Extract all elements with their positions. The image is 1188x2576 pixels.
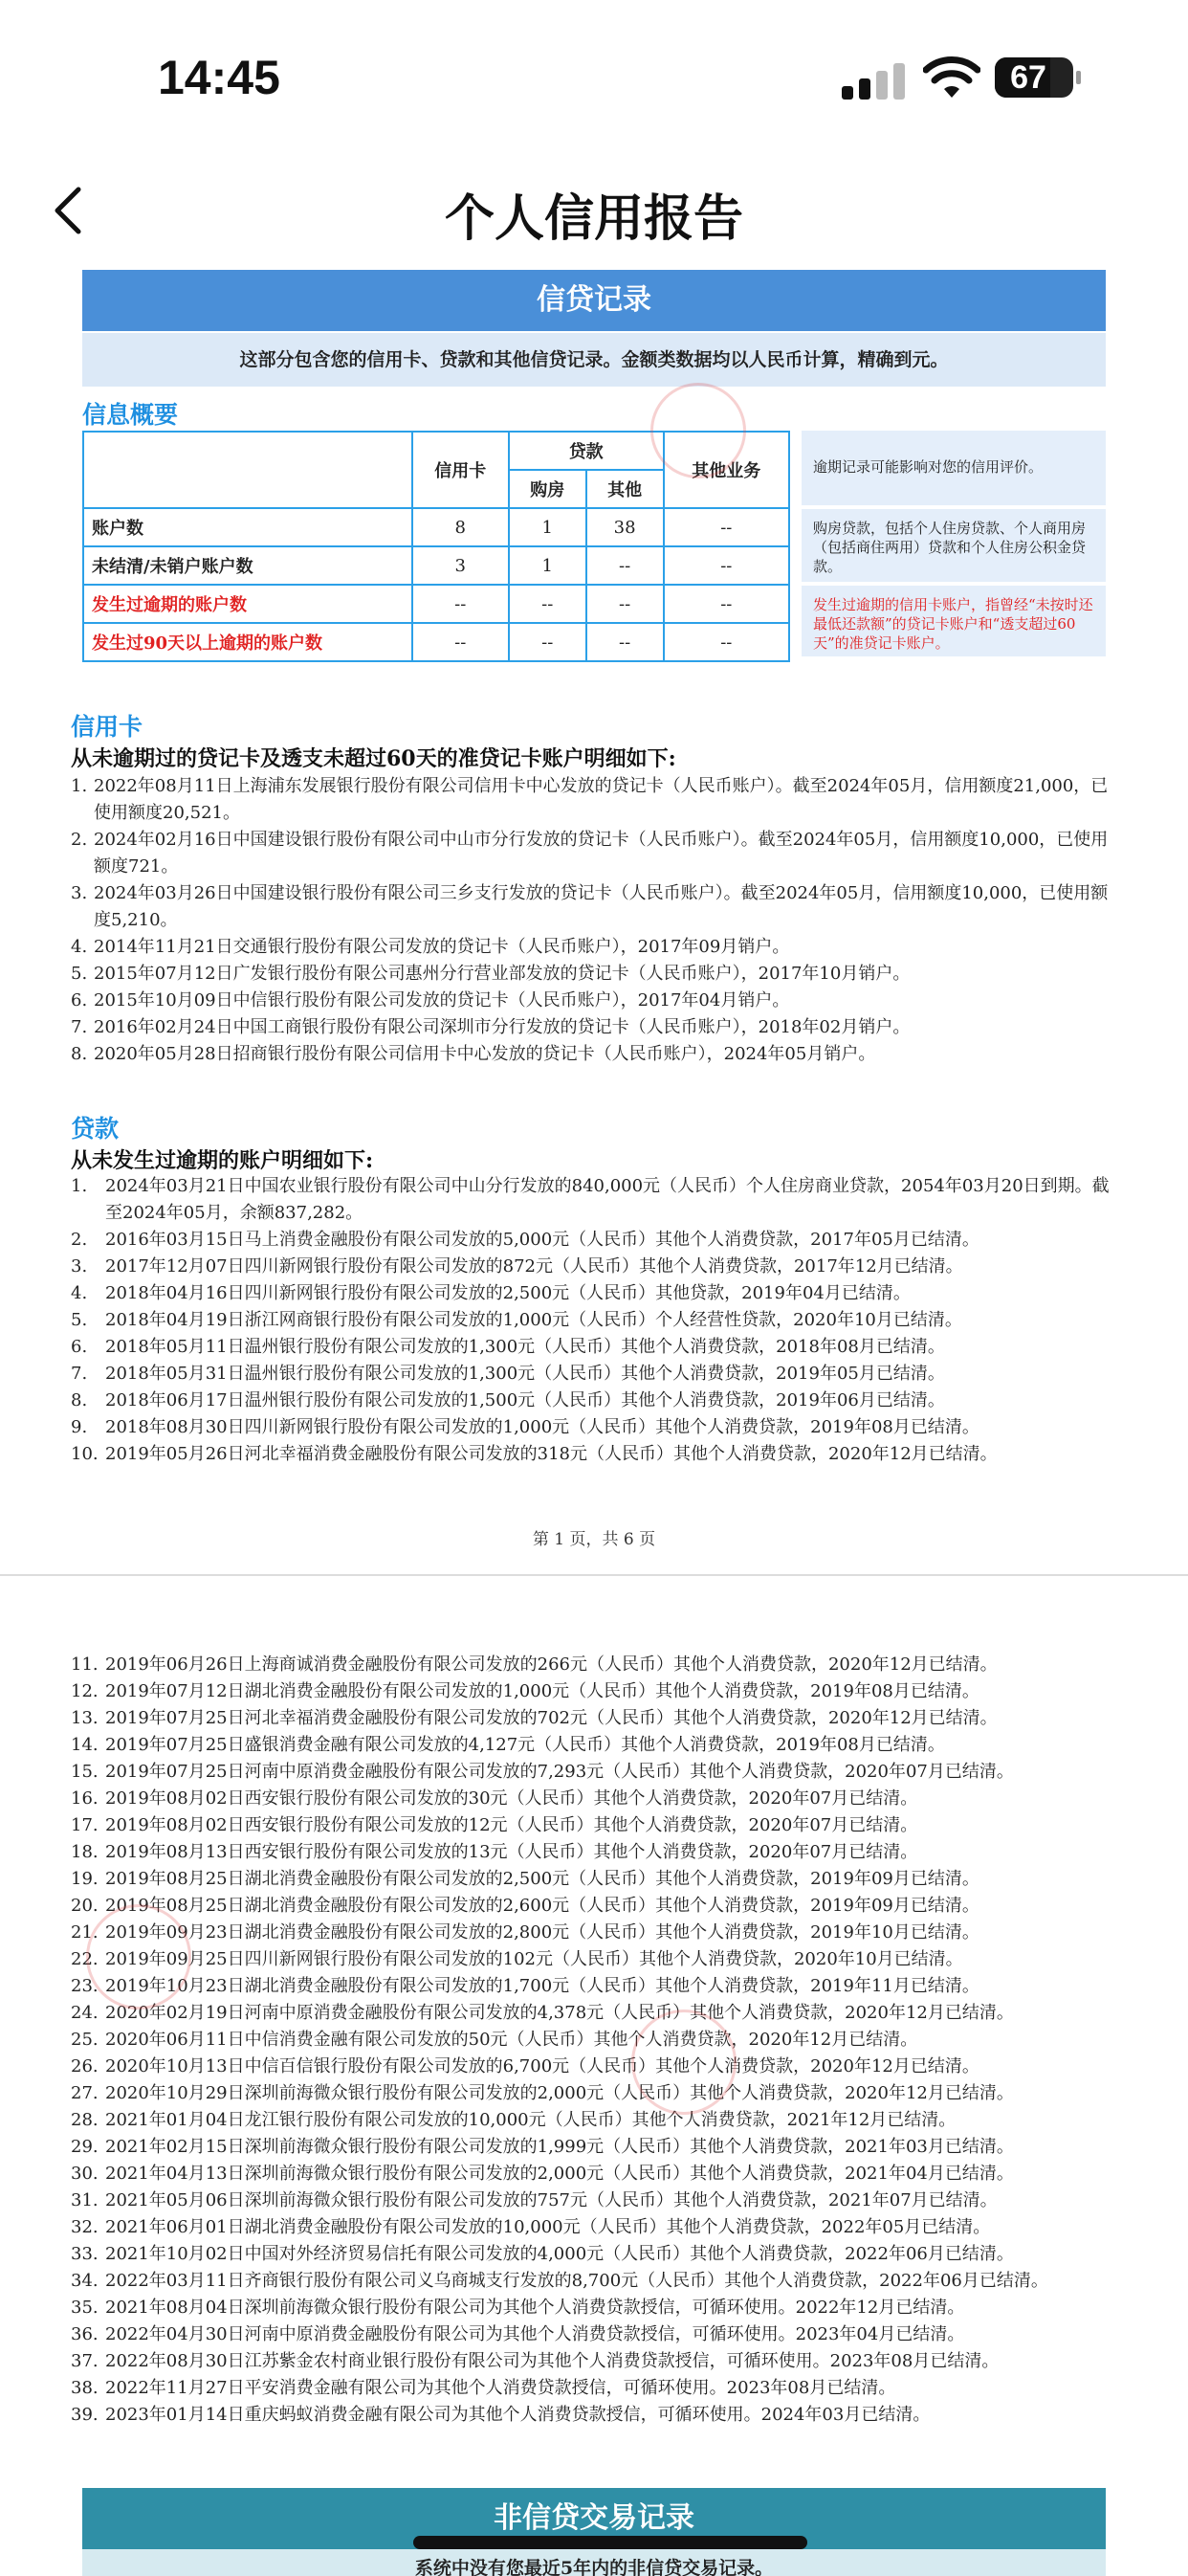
list-item-number: 14. (71, 1735, 99, 1755)
list-item (71, 1388, 1123, 1414)
list-item-number: 25. (71, 2030, 99, 2050)
list-item (71, 1812, 1123, 1839)
noncredit-banner: 非信贷交易记录 (82, 2488, 1106, 2549)
page-title: 个人信用报告 (444, 191, 743, 247)
list-item-text: 2021年01月04日龙江银行股份有限公司发放的10,000元（人民币）其他个人消费贷款，2021年12月已结清。 (105, 2110, 957, 2130)
noncredit-subtitle: 系统中没有您最近5年内的非信贷交易记录。 (82, 2549, 1106, 2576)
cellular-signal-icon (842, 63, 909, 100)
list-item (71, 1946, 1123, 1973)
list-item-number: 36. (71, 2324, 99, 2344)
battery-level: 67 (1010, 59, 1046, 96)
list-item (71, 1254, 1123, 1280)
row-label: 发生过90天以上逾期的账户数 (83, 623, 412, 661)
list-item (71, 1334, 1123, 1361)
list-item-text: 2024年03月21日中国农业银行股份有限公司中山分行发放的840,000元（人民币）个人住房商业贷款，2054年03月20日到期。截至2024年05月，余额837,282。 (105, 1176, 1110, 1223)
list-item-text: 2021年04月13日深圳前海微众银行股份有限公司发放的2,000元（人民币）其他个人消费贷款，2021年04月已结清。 (105, 2164, 1014, 2184)
list-item (71, 1786, 1123, 1812)
list-item (71, 1732, 1123, 1759)
list-item-number: 32. (71, 2217, 99, 2237)
loan-list-page1 (71, 1173, 1123, 1468)
list-item-text: 2019年08月02日西安银行股份有限公司发放的12元（人民币）其他个人消费贷款，2020年07月已结清。 (105, 1815, 918, 1835)
list-item-text: 2018年05月31日温州银行股份有限公司发放的1,300元（人民币）其他个人消费贷款，2019年05月已结清。 (105, 1364, 945, 1384)
list-item-number: 3. (71, 883, 88, 903)
credit-records-banner: 信贷记录 (82, 270, 1106, 331)
list-item-number: 2. (71, 830, 88, 850)
list-item (71, 2214, 1123, 2241)
list-item-text: 2017年12月07日四川新网银行股份有限公司发放的872元（人民币）其他个人消费贷款，2017年12月已结清。 (105, 1256, 963, 1277)
list-item (71, 1705, 1123, 1732)
list-item-text: 2019年07月25日河北幸福消费金融股份有限公司发放的702元（人民币）其他个人消费贷款，2020年12月已结清。 (105, 1708, 998, 1728)
list-item-number: 16. (71, 1788, 99, 1809)
battery-icon (995, 57, 1073, 98)
list-item (71, 1227, 1123, 1254)
list-item-number: 31. (71, 2190, 99, 2210)
credit-card-heading: 从未逾期过的贷记卡及透支未超过60天的准贷记卡账户明细如下: (71, 746, 676, 771)
list-item (71, 1014, 1123, 1041)
home-indicator (413, 2536, 807, 2549)
list-item-text: 2022年08月11日上海浦东发展银行股份有限公司信用卡中心发放的贷记卡（人民币账户）。截至2024年05月，信用额度21,000，已使用额度20,521。 (94, 776, 1109, 823)
list-item-text: 2019年07月12日湖北消费金融股份有限公司发放的1,000元（人民币）其他个人消费贷款，2019年08月已结清。 (105, 1681, 979, 1701)
page-footer: 第 1 页，共 6 页 (532, 1530, 656, 1549)
cell: -- (664, 623, 789, 661)
list-item-number: 8. (71, 1390, 88, 1410)
list-item-number: 1. (71, 1176, 88, 1196)
list-item-number: 9. (71, 1417, 88, 1437)
list-item-number: 7. (71, 1364, 88, 1384)
list-item-number: 24. (71, 2003, 99, 2023)
list-item-number: 4. (71, 937, 88, 957)
list-item (71, 1041, 1123, 1068)
list-item (71, 1441, 1123, 1468)
list-item-number: 10. (71, 1444, 99, 1464)
list-item-text: 2019年06月26日上海商诚消费金融股份有限公司发放的266元（人民币）其他个人消费贷款，2020年12月已结清。 (105, 1654, 998, 1675)
list-item-text: 2020年02月19日河南中原消费金融股份有限公司发放的4,378元（人民币）其他个人消费贷款，2020年12月已结清。 (105, 2003, 1014, 2023)
list-item-text: 2020年10月29日深圳前海微众银行股份有限公司发放的2,000元（人民币）其他个人消费贷款，2020年12月已结清。 (105, 2083, 1014, 2103)
list-item-number: 3. (71, 1256, 88, 1277)
list-item (71, 2268, 1123, 2295)
list-item (71, 2402, 1123, 2429)
list-item-text: 2018年04月19日浙江网商银行股份有限公司发放的1,000元（人民币）个人经营性贷款，2020年10月已结清。 (105, 1310, 962, 1330)
seal-stamp (86, 1904, 191, 2010)
list-item-number: 34. (71, 2271, 99, 2291)
col-loan: 贷款 (509, 432, 664, 470)
list-item-text: 2020年10月13日中信百信银行股份有限公司发放的6,700元（人民币）其他个人消费贷款，2020年12月已结清。 (105, 2056, 979, 2076)
list-item (71, 2375, 1123, 2402)
wifi-icon (923, 56, 980, 100)
cell: 8 (412, 508, 509, 546)
list-item (71, 961, 1123, 988)
list-item-number: 19. (71, 1869, 99, 1889)
table-row (83, 623, 789, 661)
list-item (71, 2134, 1123, 2161)
summary-title: 信息概要 (82, 401, 179, 429)
list-item (71, 1759, 1123, 1786)
list-item-number: 11. (71, 1654, 99, 1675)
list-item-text: 2022年08月30日江苏紫金农村商业银行股份有限公司为其他个人消费贷款授信，可循环使用。2023年08月已结清。 (105, 2351, 1000, 2371)
list-item-number: 2. (71, 1230, 88, 1250)
list-item-text: 2021年08月04日深圳前海微众银行股份有限公司为其他个人消费贷款授信，可循环使用。2022年12月已结清。 (105, 2298, 965, 2318)
list-item-text: 2019年09月25日四川新网银行股份有限公司发放的102元（人民币）其他个人消费贷款，2020年10月已结清。 (105, 1949, 963, 1969)
status-bar (0, 0, 1188, 153)
list-item (71, 1973, 1123, 2000)
cell: -- (664, 508, 789, 546)
list-item-number: 7. (71, 1017, 88, 1037)
cell: 1 (509, 546, 586, 585)
page-divider (0, 1574, 1188, 1576)
list-item-text: 2018年05月11日温州银行股份有限公司发放的1,300元（人民币）其他个人消费贷款，2018年08月已结清。 (105, 1337, 945, 1357)
list-item-text: 2021年05月06日深圳前海微众银行股份有限公司发放的757元（人民币）其他个人消费贷款，2021年07月已结清。 (105, 2190, 998, 2210)
list-item-number: 5. (71, 964, 88, 984)
list-item-number: 22. (71, 1949, 99, 1969)
list-item (71, 988, 1123, 1014)
col-housing: 购房 (509, 470, 586, 508)
list-item (71, 1307, 1123, 1334)
cell: -- (664, 546, 789, 585)
list-item-number: 35. (71, 2298, 99, 2318)
list-item (71, 1866, 1123, 1893)
list-item-text: 2019年09月23日湖北消费金融股份有限公司发放的2,800元（人民币）其他个人消费贷款，2019年10月已结清。 (105, 1922, 979, 1943)
cell: -- (412, 585, 509, 623)
cell: -- (586, 546, 664, 585)
table-row (83, 585, 789, 623)
status-time: 14:45 (158, 51, 280, 104)
list-item-text: 2019年07月25日河南中原消费金融股份有限公司发放的7,293元（人民币）其他个人消费贷款，2020年07月已结清。 (105, 1762, 1014, 1782)
list-item-text: 2018年06月17日温州银行股份有限公司发放的1,500元（人民币）其他个人消费贷款，2019年06月已结清。 (105, 1390, 945, 1410)
col-other: 其他 (586, 470, 664, 508)
credit-card-title: 信用卡 (71, 713, 143, 741)
cell: 3 (412, 546, 509, 585)
list-item (71, 2080, 1123, 2107)
list-item (71, 2027, 1123, 2054)
col-other-business: 其他业务 (664, 432, 789, 508)
cell: -- (509, 585, 586, 623)
list-item-number: 17. (71, 1815, 99, 1835)
list-item-text: 2024年02月16日中国建设银行股份有限公司中山市分行发放的贷记卡（人民币账户）。截至2024年05月，信用额度10,000，已使用额度721。 (94, 830, 1109, 877)
list-item (71, 1361, 1123, 1388)
credit-card-list (71, 773, 1123, 1068)
list-item-text: 2019年05月26日河北幸福消费金融股份有限公司发放的318元（人民币）其他个人消费贷款，2020年12月已结清。 (105, 1444, 998, 1464)
table-row (83, 546, 789, 585)
list-item (71, 1652, 1123, 1678)
list-item-number: 8. (71, 1044, 88, 1064)
seal-stamp (631, 2010, 737, 2115)
list-item (71, 2241, 1123, 2268)
note-housing: 购房贷款，包括个人住房贷款、个人商用房（包括商住两用）贷款和个人住房公积金贷款。 (802, 509, 1106, 582)
note-overdue-card: 发生过逾期的信用卡账户，指曾经“未按时还最低还款额”的贷记卡账户和“透支超过60天”的准贷记卡账户。 (802, 586, 1106, 656)
list-item-text: 2021年02月15日深圳前海微众银行股份有限公司发放的1,999元（人民币）其他个人消费贷款，2021年03月已结清。 (105, 2137, 1014, 2157)
list-item-number: 18. (71, 1842, 99, 1862)
list-item (71, 934, 1123, 961)
list-item-text: 2023年01月14日重庆蚂蚁消费金融有限公司为其他个人消费贷款授信，可循环使用。2024年03月已结清。 (105, 2405, 931, 2425)
table-row (83, 508, 789, 546)
credit-records-subtitle: 这部分包含您的信用卡、贷款和其他信贷记录。金额类数据均以人民币计算，精确到元。 (82, 333, 1106, 387)
list-item-text: 2019年08月02日西安银行股份有限公司发放的30元（人民币）其他个人消费贷款，2020年07月已结清。 (105, 1788, 918, 1809)
cell: -- (509, 623, 586, 661)
loan-title: 贷款 (71, 1115, 120, 1143)
list-item (71, 1920, 1123, 1946)
list-item-number: 27. (71, 2083, 99, 2103)
list-item-number: 26. (71, 2056, 99, 2076)
list-item-text: 2018年04月16日四川新网银行股份有限公司发放的2,500元（人民币）其他贷款，2019年04月已结清。 (105, 1283, 911, 1303)
list-item-number: 4. (71, 1283, 88, 1303)
list-item-number: 28. (71, 2110, 99, 2130)
list-item-number: 33. (71, 2244, 99, 2264)
list-item (71, 1280, 1123, 1307)
list-item-number: 39. (71, 2405, 99, 2425)
list-item-number: 29. (71, 2137, 99, 2157)
list-item-number: 38. (71, 2378, 99, 2398)
list-item (71, 1893, 1123, 1920)
list-item-text: 2021年10月02日中国对外经济贸易信托有限公司发放的4,000元（人民币）其他个人消费贷款，2022年06月已结清。 (105, 2244, 1014, 2264)
list-item (71, 2107, 1123, 2134)
list-item (71, 1678, 1123, 1705)
list-item-number: 30. (71, 2164, 99, 2184)
list-item-text: 2019年07月25日盛银消费金融有限公司发放的4,127元（人民币）其他个人消费贷款，2019年08月已结清。 (105, 1735, 945, 1755)
list-item (71, 773, 1123, 827)
list-item-number: 20. (71, 1896, 99, 1916)
row-label: 未结清/未销户账户数 (83, 546, 412, 585)
list-item (71, 2000, 1123, 2027)
list-item-number: 6. (71, 990, 88, 1010)
cell: -- (664, 585, 789, 623)
row-label: 账户数 (83, 508, 412, 546)
list-item-number: 15. (71, 1762, 99, 1782)
list-item-text: 2019年08月13日西安银行股份有限公司发放的13元（人民币）其他个人消费贷款，2020年07月已结清。 (105, 1842, 918, 1862)
list-item-text: 2022年03月11日齐商银行股份有限公司义乌商城支行发放的8,700元（人民币）其他个人消费贷款，2022年06月已结清。 (105, 2271, 1048, 2291)
list-item-text: 2022年04月30日河南中原消费金融股份有限公司为其他个人消费贷款授信，可循环使用。2023年04月已结清。 (105, 2324, 965, 2344)
list-item-text: 2020年06月11日中信消费金融有限公司发放的50元（人民币）其他个人消费贷款，2020年12月已结清。 (105, 2030, 918, 2050)
note-overdue: 逾期记录可能影响对您的信用评价。 (802, 431, 1106, 505)
list-item-number: 21. (71, 1922, 99, 1943)
list-item-text: 2016年03月15日马上消费金融股份有限公司发放的5,000元（人民币）其他个人消费贷款，2017年05月已结清。 (105, 1230, 979, 1250)
list-item-number: 1. (71, 776, 88, 796)
list-item (71, 2054, 1123, 2080)
list-item-number: 5. (71, 1310, 88, 1330)
list-item (71, 1414, 1123, 1441)
list-item-number: 13. (71, 1708, 99, 1728)
nav-bar (0, 172, 1188, 249)
list-item-text: 2024年03月26日中国建设银行股份有限公司三乡支行发放的贷记卡（人民币账户）。截至2024年05月，信用额度10,000，已使用额度5,210。 (94, 883, 1109, 930)
cell: -- (586, 585, 664, 623)
loan-list-page2 (71, 1652, 1123, 2429)
list-item-number: 23. (71, 1976, 99, 1996)
list-item (71, 880, 1123, 934)
seal-stamp (650, 383, 746, 478)
cell: -- (586, 623, 664, 661)
list-item (71, 2161, 1123, 2187)
cell: 1 (509, 508, 586, 546)
cell: -- (412, 623, 509, 661)
list-item-text: 2016年02月24日中国工商银行股份有限公司深圳市分行发放的贷记卡（人民币账户），2018年02月销户。 (94, 1017, 911, 1037)
list-item-text: 2015年07月12日广发银行股份有限公司惠州分行营业部发放的贷记卡（人民币账户），2017年10月销户。 (94, 964, 911, 984)
list-item (71, 2295, 1123, 2321)
list-item-text: 2021年06月01日湖北消费金融股份有限公司发放的10,000元（人民币）其他个人消费贷款，2022年05月已结清。 (105, 2217, 991, 2237)
row-label: 发生过逾期的账户数 (83, 585, 412, 623)
summary-corner (83, 432, 412, 508)
list-item (71, 2348, 1123, 2375)
list-item (71, 2187, 1123, 2214)
list-item-number: 6. (71, 1337, 88, 1357)
list-item-text: 2018年08月30日四川新网银行股份有限公司发放的1,000元（人民币）其他个人消费贷款，2019年08月已结清。 (105, 1417, 979, 1437)
list-item-text: 2015年10月09日中信银行股份有限公司发放的贷记卡（人民币账户），2017年04月销户。 (94, 990, 790, 1010)
list-item-number: 12. (71, 1681, 99, 1701)
list-item (71, 1173, 1123, 1227)
list-item (71, 1839, 1123, 1866)
list-item (71, 2321, 1123, 2348)
loan-heading: 从未发生过逾期的账户明细如下: (71, 1148, 374, 1173)
col-credit-card: 信用卡 (412, 432, 509, 508)
list-item-text: 2019年10月23日湖北消费金融股份有限公司发放的1,700元（人民币）其他个人消费贷款，2019年11月已结清。 (105, 1976, 979, 1996)
cell: 38 (586, 508, 664, 546)
list-item-text: 2014年11月21日交通银行股份有限公司发放的贷记卡（人民币账户），2017年09月销户。 (94, 937, 790, 957)
list-item (71, 827, 1123, 880)
list-item-text: 2019年08月25日湖北消费金融股份有限公司发放的2,500元（人民币）其他个人消费贷款，2019年09月已结清。 (105, 1869, 979, 1889)
list-item-number: 37. (71, 2351, 99, 2371)
list-item-text: 2022年11月27日平安消费金融有限公司为其他个人消费贷款授信，可循环使用。2023年08月已结清。 (105, 2378, 896, 2398)
list-item-text: 2020年05月28日招商银行股份有限公司信用卡中心发放的贷记卡（人民币账户），2024年05月销户。 (94, 1044, 876, 1064)
list-item-text: 2019年08月25日湖北消费金融股份有限公司发放的2,600元（人民币）其他个人消费贷款，2019年09月已结清。 (105, 1896, 979, 1916)
